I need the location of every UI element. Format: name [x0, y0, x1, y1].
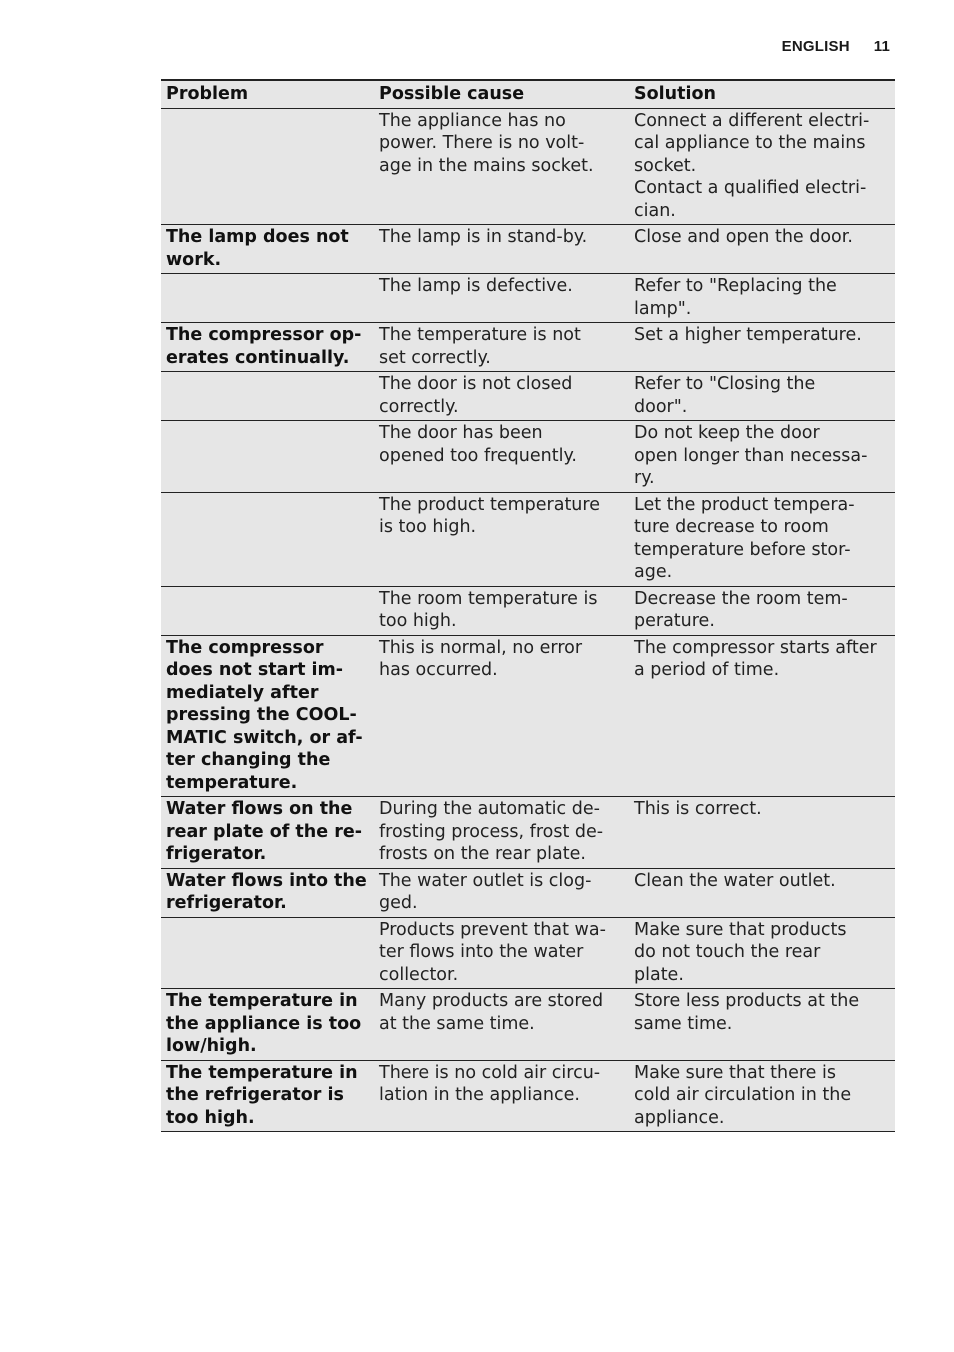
problem-cell: [161, 109, 374, 225]
table-row: [161, 918, 895, 990]
possible-cause-cell: The product temperature is too high.: [379, 494, 600, 537]
table-body: [161, 109, 895, 1133]
problem-cell: The temperature in the appliance is too low/high.: [166, 991, 362, 1056]
solution-cell: Refer to "Replacing the lamp".: [634, 276, 837, 319]
possible-cause-cell: The appliance has no power. There is no volt- age in the mains socket.: [379, 110, 594, 176]
solution-cell: Make sure that products do not touch the rear plate.: [634, 919, 847, 985]
problem-cell: Water flows into the refrigerator.: [166, 870, 367, 913]
problem-cell: [161, 372, 374, 420]
problem-cell: [161, 587, 374, 635]
table-row: [161, 421, 895, 493]
table-row: [161, 493, 895, 587]
possible-cause-cell: Many products are stored at the same time.: [379, 991, 604, 1034]
solution-cell: Store less products at the same time.: [634, 991, 860, 1034]
page-number: 11: [873, 38, 890, 55]
solution-cell: Refer to "Closing the door".: [634, 374, 816, 417]
table-row: [161, 109, 895, 226]
column-header-possible-cause: Possible cause: [379, 84, 525, 104]
table-row: [161, 274, 895, 323]
solution-cell: Do not keep the door open longer than necessa- ry.: [634, 423, 868, 488]
table-row: [161, 372, 895, 421]
solution-cell: This is correct.: [634, 799, 762, 819]
table-row: [161, 636, 895, 798]
possible-cause-cell: The lamp is in stand-by.: [379, 227, 588, 247]
problem-cell: [161, 274, 374, 322]
possible-cause-cell: The door is not closed correctly.: [379, 374, 573, 417]
column-header-solution: Solution: [634, 84, 716, 104]
possible-cause-cell: Products prevent that wa- ter flows into the water collector.: [379, 919, 606, 985]
possible-cause-cell: The room temperature is too high.: [379, 588, 598, 631]
solution-cell: The compressor starts after a period of time.: [634, 637, 877, 680]
troubleshooting-table: [161, 79, 895, 1132]
table-row: [161, 869, 895, 918]
solution-cell: Connect a different electri- cal appliance to the mains socket. Contact a qualified electri- cian.: [634, 110, 870, 221]
problem-cell: The compressor op- erates continually.: [166, 325, 362, 368]
solution-cell: Clean the water outlet.: [634, 870, 836, 891]
possible-cause-cell: This is normal, no error has occurred.: [379, 637, 583, 680]
table-row: [161, 797, 895, 869]
possible-cause-cell: There is no cold air circu- lation in the appliance.: [379, 1062, 601, 1105]
table-row: [161, 1061, 895, 1133]
possible-cause-cell: The lamp is defective.: [379, 276, 573, 296]
page-header: [700, 38, 890, 55]
possible-cause-cell: During the automatic de- frosting process, frost de- frosts on the rear plate.: [379, 799, 604, 864]
table-row: [161, 323, 895, 372]
table-row: [161, 989, 895, 1061]
problem-cell: The lamp does not work.: [166, 227, 349, 270]
solution-cell: Let the product tempera- ture decrease to room temperature before stor- age.: [634, 494, 855, 582]
problem-cell: [161, 493, 374, 586]
solution-cell: Close and open the door.: [634, 227, 853, 247]
problem-cell: [161, 421, 374, 492]
column-header-problem: Problem: [166, 84, 249, 104]
problem-cell: The compressor does not start im- mediately after pressing the COOL- MATIC switch, or af- ter changing the temperature.: [166, 637, 363, 793]
possible-cause-cell: The door has been opened too frequently.: [379, 423, 577, 466]
problem-cell: [161, 918, 374, 989]
solution-cell: Make sure that there is cold air circulation in the appliance.: [634, 1062, 852, 1128]
problem-cell: The temperature in the refrigerator is too high.: [166, 1062, 358, 1128]
solution-cell: Decrease the room tem- perature.: [634, 588, 848, 631]
table-row: [161, 587, 895, 636]
table-row: [161, 225, 895, 274]
possible-cause-cell: The water outlet is clog- ged.: [379, 870, 592, 913]
possible-cause-cell: The temperature is not set correctly.: [379, 325, 581, 368]
table-header-row: [161, 81, 895, 109]
problem-cell: Water flows on the rear plate of the re- frigerator.: [166, 799, 362, 864]
language-label: ENGLISH: [781, 38, 850, 55]
solution-cell: Set a higher temperature.: [634, 325, 862, 345]
